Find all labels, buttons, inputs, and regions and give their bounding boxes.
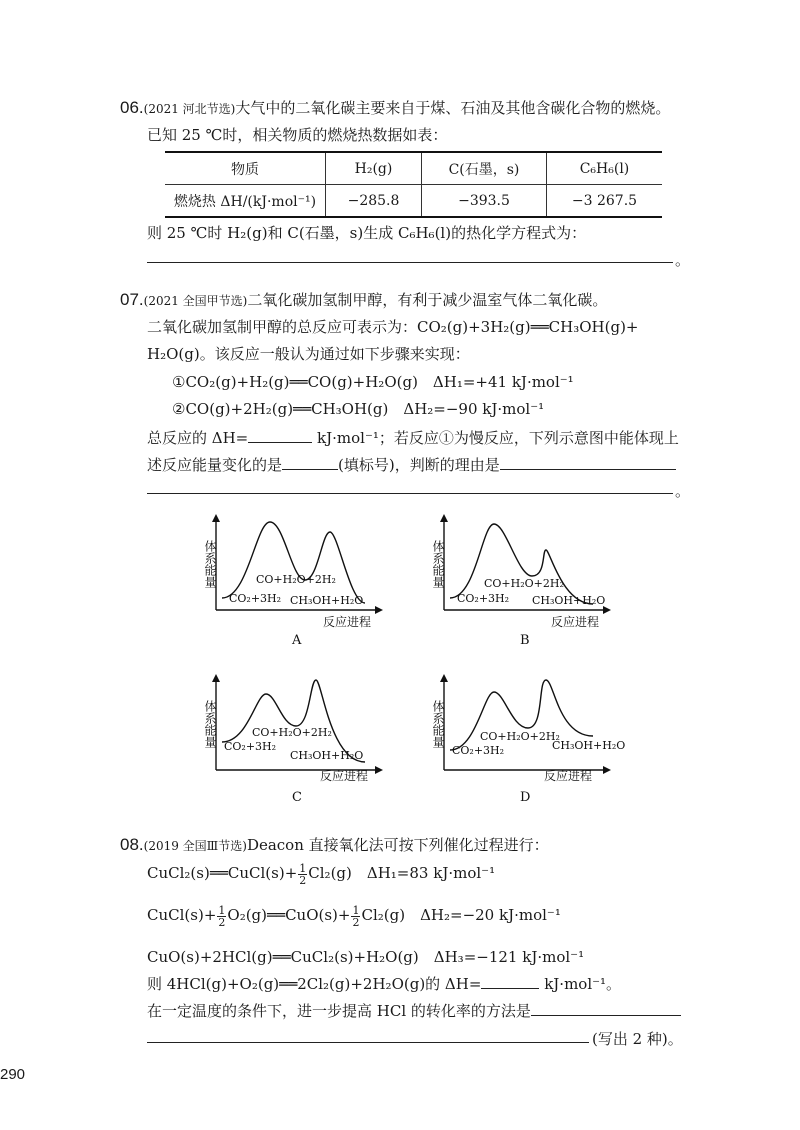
energy-diagram-b bbox=[428, 510, 628, 655]
reactant-label: CO₂+3H₂ bbox=[457, 592, 510, 605]
q08-delta-h-blank[interactable] bbox=[481, 974, 539, 989]
diagram-label-a: A bbox=[292, 633, 302, 648]
y-axis-label: 体系能量 bbox=[431, 700, 445, 748]
table-row-label: 燃烧热 ΔH/(kJ·mol⁻¹) bbox=[173, 193, 317, 210]
diagram-label-b: B bbox=[520, 633, 530, 648]
q06-number: 06. bbox=[120, 98, 144, 117]
q08-method-blank[interactable] bbox=[531, 1001, 681, 1016]
q08-q-b: kJ·mol⁻¹。 bbox=[544, 975, 622, 993]
q08-eq2-a: CuCl(s)+ bbox=[147, 906, 217, 924]
table-cell: −3 267.5 bbox=[547, 185, 663, 218]
q08-q-a: 则 4HCl(g)+O₂(g)══2Cl₂(g)+2H₂O(g)的 ΔH= bbox=[147, 975, 482, 993]
q08-q2: 在一定温度的条件下，进一步提高 HCl 的转化率的方法是 bbox=[147, 1002, 531, 1020]
q07-line2: H₂O(g)。该反应一般认为通过如下步骤来实现： bbox=[147, 345, 470, 363]
diagram-label-c: C bbox=[292, 790, 302, 805]
y-axis-label: 体系能量 bbox=[203, 700, 217, 748]
q08-eq2-c: Cl₂(g) ΔH₂=−20 kJ·mol⁻¹ bbox=[361, 906, 561, 924]
table-row bbox=[165, 152, 662, 185]
product-label: CH₃OH+H₂O bbox=[290, 749, 364, 762]
q06-source: (2021 河北节选) bbox=[143, 102, 236, 116]
q07-step2: ②CO(g)+2H₂(g)══CH₃OH(g) ΔH₂=−90 kJ·mol⁻¹ bbox=[172, 400, 545, 418]
delta-h-blank[interactable] bbox=[248, 428, 312, 443]
x-axis-label: 反应进程 bbox=[544, 769, 593, 783]
table-cell: −393.5 bbox=[422, 185, 547, 218]
fraction-one-half: $\frac{1}{2}$ bbox=[218, 903, 226, 929]
q08-header bbox=[120, 834, 549, 855]
q08-eq1-b: Cl₂(g) ΔH₁=83 kJ·mol⁻¹ bbox=[308, 864, 496, 882]
q07-end-mark: 。 bbox=[675, 482, 691, 500]
table-header-substance: 物质 bbox=[165, 152, 326, 185]
q07-number: 07. bbox=[120, 290, 144, 309]
q07-q-part-b: kJ·mol⁻¹；若反应①为慢反应，下列示意图中能体现上 bbox=[317, 429, 679, 447]
q07-source: (2021 全国甲节选) bbox=[143, 294, 248, 308]
page-number: 290 bbox=[0, 1066, 26, 1083]
q08-eq1 bbox=[147, 862, 495, 886]
q06-header bbox=[120, 97, 670, 118]
table-header-c6h6: C₆H₆(l) bbox=[547, 152, 663, 185]
table-row bbox=[165, 185, 662, 218]
q08-end-note: (写出 2 种)。 bbox=[592, 1030, 683, 1048]
fraction-one-half: $\frac{1}{2}$ bbox=[299, 861, 307, 887]
product-label: CH₃OH+H₂O bbox=[552, 739, 626, 752]
diagram-label-d: D bbox=[520, 790, 531, 805]
q07-answer-line[interactable] bbox=[147, 493, 673, 494]
intermediate-label: CO+H₂O+2H₂ bbox=[484, 577, 564, 590]
q07-q-part-d: (填标号)，判断的理由是 bbox=[338, 456, 500, 474]
energy-diagram-c bbox=[200, 670, 400, 810]
energy-diagram-d bbox=[428, 670, 628, 810]
table-cell: −285.8 bbox=[326, 185, 422, 218]
reactant-label: CO₂+3H₂ bbox=[452, 744, 505, 757]
product-label: CH₃OH+H₂O bbox=[532, 594, 606, 607]
x-axis-label: 反应进程 bbox=[551, 615, 600, 629]
x-axis-label: 反应进程 bbox=[320, 769, 369, 783]
q07-step1: ①CO₂(g)+H₂(g)══CO(g)+H₂O(g) ΔH₁=+41 kJ·mol⁻¹ bbox=[172, 373, 574, 391]
y-axis-label: 体系能量 bbox=[203, 540, 217, 588]
reactant-label: CO₂+3H₂ bbox=[229, 592, 282, 605]
q08-eq1-a: CuCl₂(s)══CuCl(s)+ bbox=[147, 864, 298, 882]
reason-blank[interactable] bbox=[500, 455, 676, 470]
q06-line2: 已知 25 ℃时，相关物质的燃烧热数据如表： bbox=[147, 126, 448, 144]
q07-header bbox=[120, 289, 607, 310]
q07-title: 二氧化碳加氢制甲醇，有利于减少温室气体二氧化碳。 bbox=[247, 291, 608, 309]
q07-q-part-c: 述反应能量变化的是 bbox=[147, 456, 283, 474]
table-header-c: C(石墨，s) bbox=[422, 152, 547, 185]
q08-number: 08. bbox=[120, 835, 144, 854]
q06-answer-line[interactable] bbox=[147, 262, 673, 263]
fraction-one-half: $\frac{1}{2}$ bbox=[352, 903, 360, 929]
intermediate-label: CO+H₂O+2H₂ bbox=[480, 730, 560, 743]
q07-question-line1 bbox=[147, 427, 679, 448]
intermediate-label: CO+H₂O+2H₂ bbox=[256, 573, 336, 586]
diagram-choice-blank[interactable] bbox=[282, 455, 338, 470]
q08-answer-line[interactable] bbox=[147, 1042, 589, 1043]
intermediate-label: CO+H₂O+2H₂ bbox=[252, 726, 332, 739]
q08-question bbox=[147, 973, 621, 994]
table-header-h2: H₂(g) bbox=[326, 152, 422, 185]
q08-eq3: CuO(s)+2HCl(g)══CuCl₂(s)+H₂O(g) ΔH₃=−121 kJ·mol⁻¹ bbox=[147, 948, 585, 966]
q08-title: Deacon 直接氧化法可按下列催化过程进行： bbox=[246, 836, 549, 854]
q08-question2 bbox=[147, 1000, 681, 1021]
combustion-heat-table bbox=[165, 151, 662, 218]
q06-end-mark: 。 bbox=[675, 251, 691, 269]
q08-source: (2019 全国Ⅲ节选) bbox=[143, 839, 247, 853]
q07-question-line2 bbox=[147, 454, 676, 475]
q06-line1: 大气中的二氧化碳主要来自于煤、石油及其他含碳化合物的燃烧。 bbox=[235, 99, 671, 117]
q06-question: 则 25 ℃时 H₂(g)和 C(石墨，s)生成 C₆H₆(l)的热化学方程式为： bbox=[147, 224, 587, 242]
x-axis-label: 反应进程 bbox=[323, 615, 372, 629]
q08-eq2-b: O₂(g)══CuO(s)+ bbox=[227, 906, 351, 924]
q07-q-part-a: 总反应的 ΔH= bbox=[147, 429, 249, 447]
reactant-label: CO₂+3H₂ bbox=[224, 740, 277, 753]
energy-diagram-a bbox=[200, 510, 400, 655]
q08-eq2 bbox=[147, 904, 561, 928]
product-label: CH₃OH+H₂O bbox=[290, 594, 364, 607]
y-axis-label: 体系能量 bbox=[431, 540, 445, 588]
q07-line1: 二氧化碳加氢制甲醇的总反应可表示为：CO₂(g)+3H₂(g)══CH₃OH(g)+ bbox=[147, 318, 639, 336]
